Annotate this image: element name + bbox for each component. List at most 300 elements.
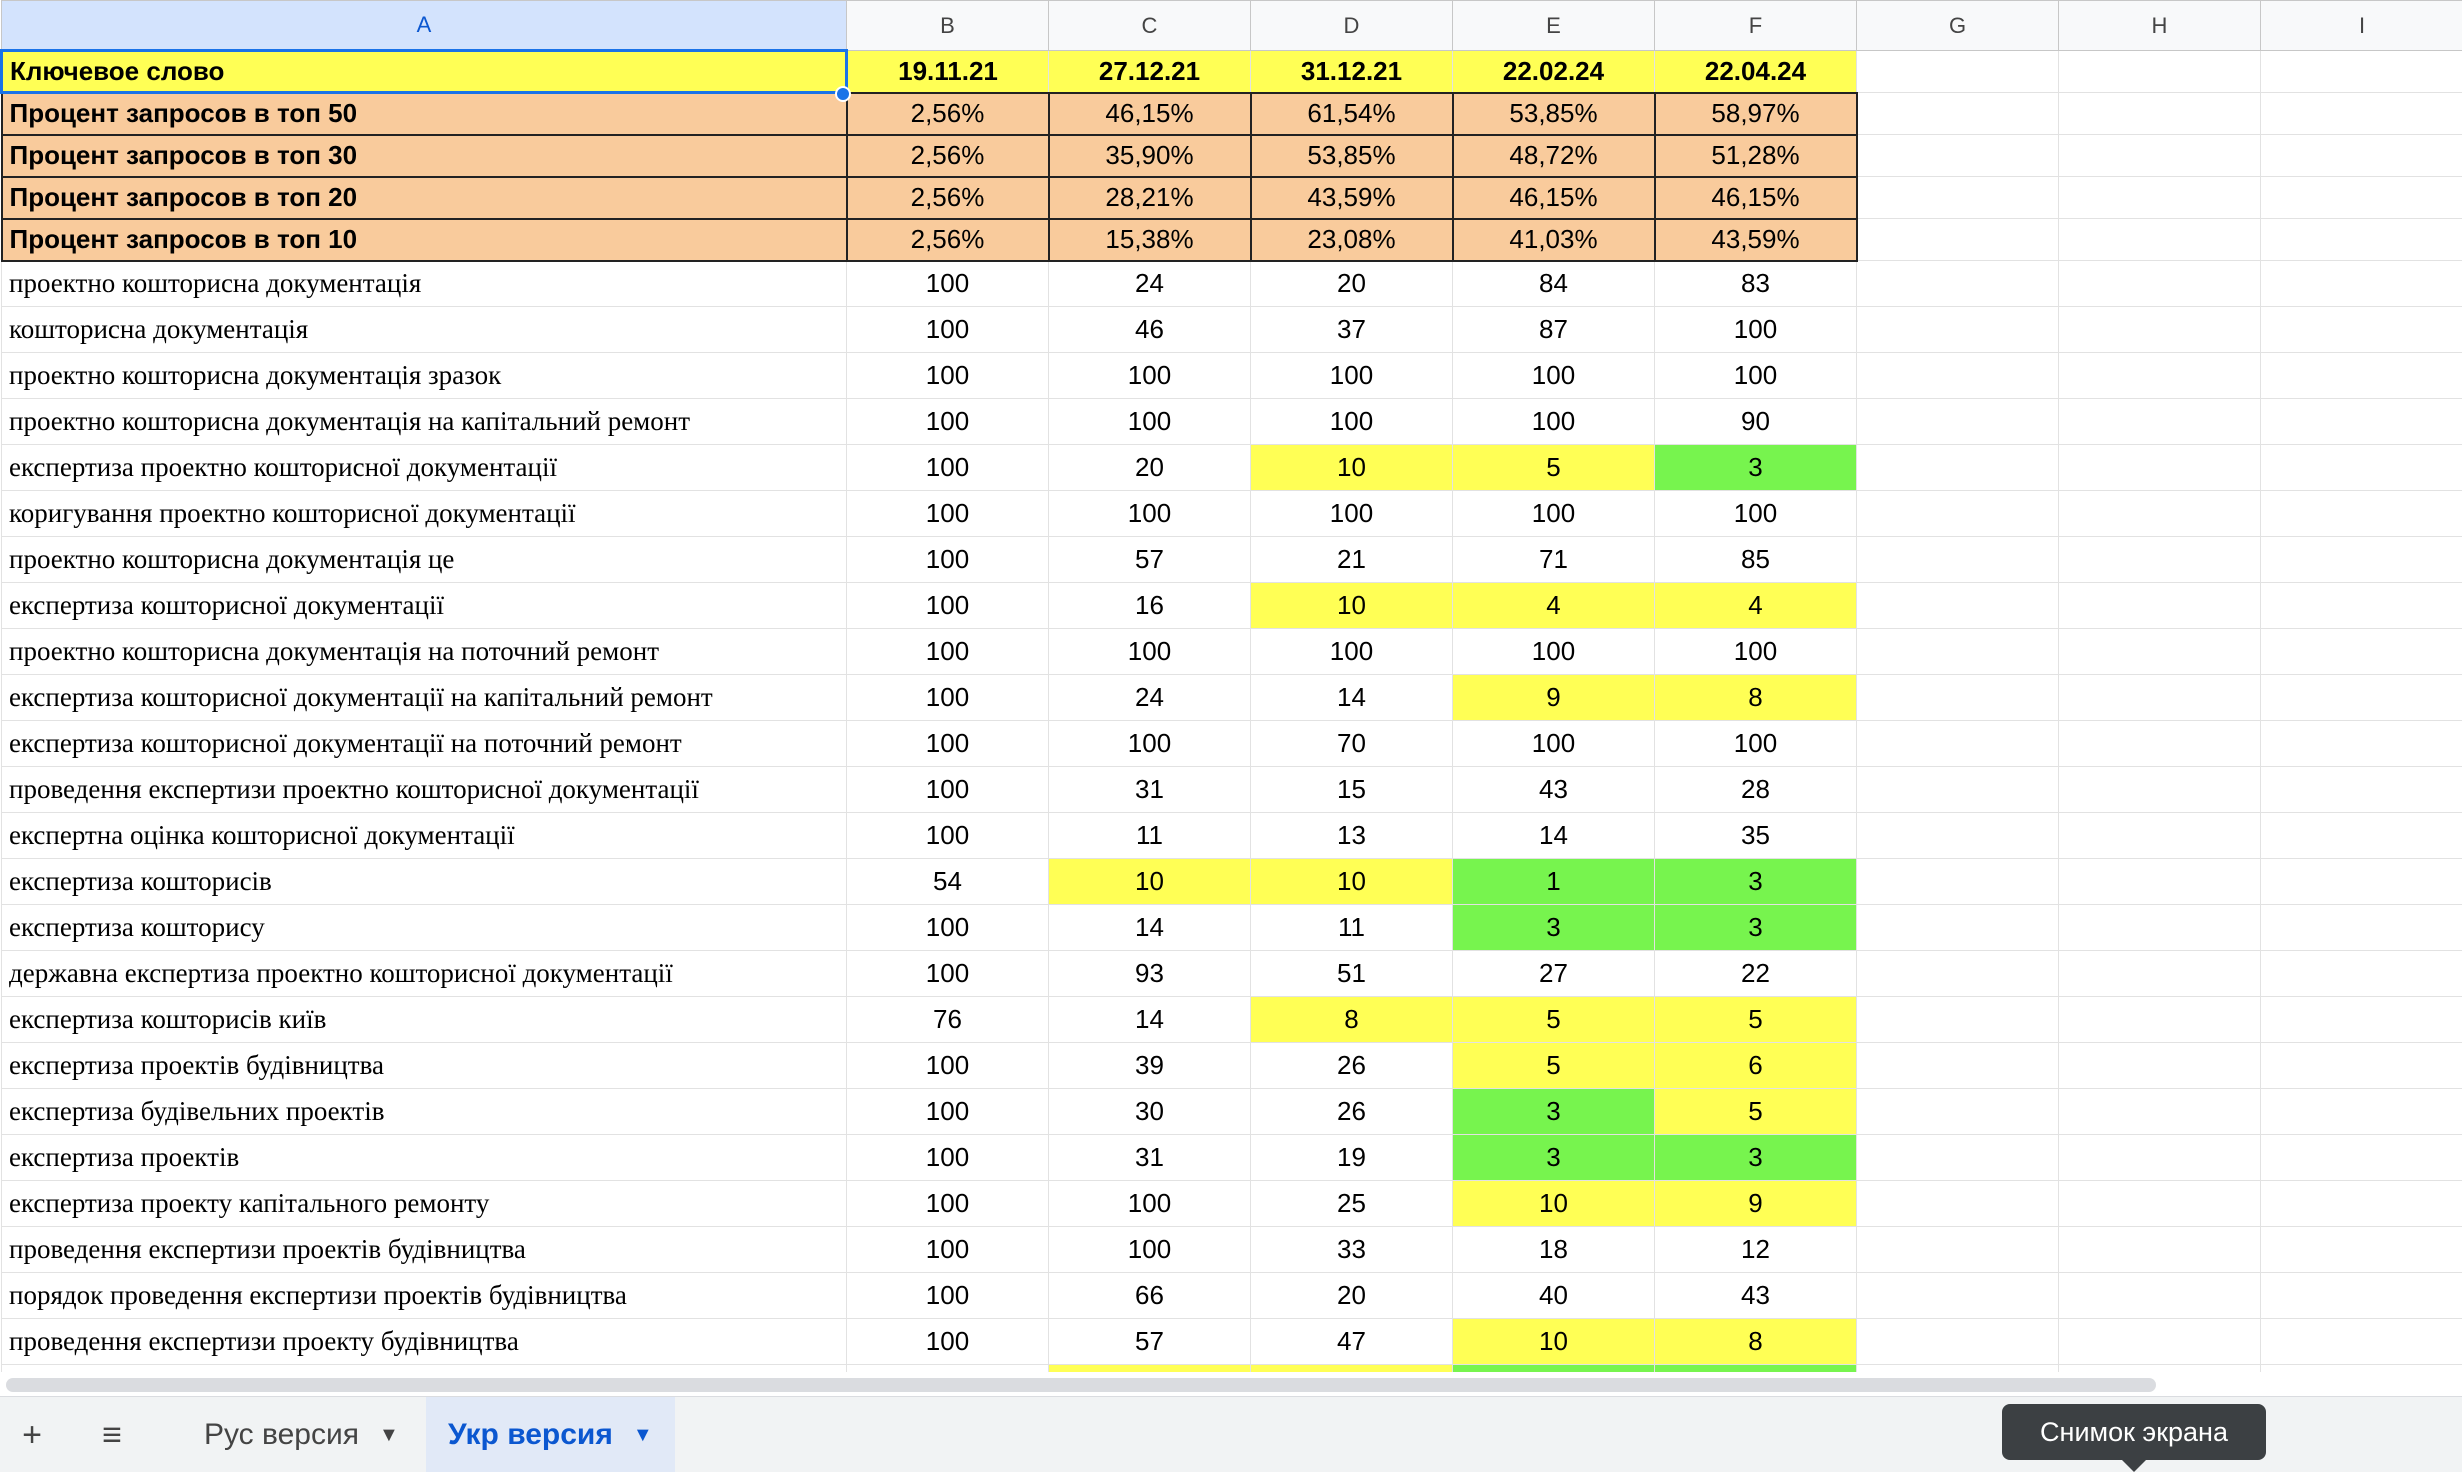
cell-position[interactable]: 1 [1453,859,1655,905]
cell-empty[interactable] [2261,1273,2462,1319]
cell-empty[interactable] [2261,767,2462,813]
cell-empty[interactable] [2059,1181,2261,1227]
cell-position[interactable]: 3 [1655,445,1857,491]
cell-position[interactable]: 8 [1655,675,1857,721]
cell-position[interactable]: 100 [847,629,1049,675]
cell-position[interactable]: 35 [1655,813,1857,859]
cell-position[interactable]: 100 [1251,491,1453,537]
cell-empty[interactable] [2059,1227,2261,1273]
cell-position[interactable]: 100 [847,905,1049,951]
cell-keyword[interactable]: проектно кошторисна документація це [2,537,847,583]
column-header-d[interactable]: D [1251,1,1453,51]
column-header-a[interactable]: A [2,1,847,51]
keyword-row [2,307,2462,353]
cell-position[interactable]: 100 [1049,353,1251,399]
cell-position[interactable]: 100 [1251,629,1453,675]
cell-empty[interactable] [2261,859,2462,905]
cell-position[interactable]: 5 [1453,997,1655,1043]
column-header-i[interactable]: I [2261,1,2462,51]
sheet-tab-rus[interactable] [182,1397,421,1472]
cell-position[interactable]: 84 [1453,261,1655,307]
cell-position[interactable]: 28 [1655,767,1857,813]
cell-position[interactable]: 13 [1251,813,1453,859]
cell-empty[interactable] [2261,51,2462,93]
cell-percent-value[interactable]: 53,85% [1453,93,1655,135]
cell-position[interactable]: 10 [1453,1181,1655,1227]
cell-position[interactable]: 14 [1049,997,1251,1043]
cell-keyword[interactable]: проектно кошторисна документація [2,261,847,307]
cell-keyword[interactable]: експертиза кошторисів київ [2,997,847,1043]
cell-percent-label[interactable]: Процент запросов в топ 50 [2,93,847,135]
cell-position[interactable]: 3 [1655,859,1857,905]
cell-position[interactable]: 100 [1049,721,1251,767]
cell-empty[interactable] [1857,905,2059,951]
cell-position[interactable]: 26 [1251,1043,1453,1089]
cell-keyword[interactable]: експертиза проектно кошторисної документації [2,445,847,491]
cell-empty[interactable] [2261,1043,2462,1089]
column-header-e[interactable]: E [1453,1,1655,51]
cell-empty[interactable] [2261,135,2462,177]
keyword-row [2,951,2462,997]
cell-position[interactable]: 10 [1251,445,1453,491]
cell-percent-value[interactable]: 46,15% [1049,93,1251,135]
cell-position[interactable]: 100 [847,721,1049,767]
cell-position[interactable]: 5 [1453,1043,1655,1089]
cell-empty[interactable] [2261,721,2462,767]
cell-empty[interactable] [1857,135,2059,177]
cell-empty[interactable] [2059,675,2261,721]
cell-empty[interactable] [2059,997,2261,1043]
cell-position[interactable]: 8 [1655,1319,1857,1365]
cell-empty[interactable] [1857,93,2059,135]
cell-percent-value[interactable]: 2,56% [847,93,1049,135]
cell-empty[interactable] [2059,399,2261,445]
cell-empty[interactable] [1857,767,2059,813]
cell-position[interactable]: 100 [847,537,1049,583]
column-header-b[interactable]: B [847,1,1049,51]
cell-position[interactable]: 31 [1049,1135,1251,1181]
cell-empty[interactable] [1857,1227,2059,1273]
keyword-row [2,1273,2462,1319]
cell-position[interactable]: 8 [1251,997,1453,1043]
cell-position[interactable]: 71 [1453,537,1655,583]
cell-position[interactable]: 100 [1251,399,1453,445]
keyword-row [2,721,2462,767]
cell-position[interactable]: 100 [1655,629,1857,675]
cell-position[interactable]: 93 [1049,951,1251,997]
cell-position[interactable]: 9 [1453,675,1655,721]
cell-position[interactable]: 100 [1655,491,1857,537]
cell-position[interactable]: 15 [1251,767,1453,813]
cell-keyword[interactable]: проектно кошторисна документація на капітальний ремонт [2,399,847,445]
cell-empty[interactable] [2059,93,2261,135]
cell-position[interactable]: 100 [847,813,1049,859]
cell-keyword[interactable]: експертиза проектів [2,1135,847,1181]
cell-position[interactable]: 3 [1453,1135,1655,1181]
keyword-row [2,1181,2462,1227]
cell-position[interactable]: 20 [1251,1273,1453,1319]
cell-position[interactable]: 100 [847,583,1049,629]
scrollbar-thumb[interactable] [6,1378,2156,1392]
cell-keyword[interactable]: експертиза кошторисної документації на поточний ремонт [2,721,847,767]
cell-position[interactable]: 24 [1049,675,1251,721]
cell-position[interactable]: 83 [1655,261,1857,307]
cell-position[interactable]: 100 [1453,629,1655,675]
cell-position[interactable]: 100 [1049,399,1251,445]
cell-empty[interactable] [1857,1089,2059,1135]
cell-empty[interactable] [1857,491,2059,537]
cell-position[interactable]: 100 [847,1089,1049,1135]
cell-empty[interactable] [2261,997,2462,1043]
cell-empty[interactable] [2059,629,2261,675]
keyword-row [2,675,2462,721]
cell-empty[interactable] [1857,1319,2059,1365]
keyword-row [2,997,2462,1043]
cell-keyword[interactable]: експертиза кошторисної документації на капітальний ремонт [2,675,847,721]
cell-empty[interactable] [2059,1135,2261,1181]
cell-empty[interactable] [2261,583,2462,629]
cell-empty[interactable] [2261,951,2462,997]
chevron-down-icon[interactable]: ▼ [632,1424,653,1446]
cell-empty[interactable] [1857,537,2059,583]
cell-percent-label[interactable]: Процент запросов в топ 20 [2,177,847,219]
cell-position[interactable]: 47 [1251,1319,1453,1365]
cell-empty[interactable] [2059,951,2261,997]
cell-position[interactable]: 21 [1251,537,1453,583]
cell-percent-value[interactable]: 28,21% [1049,177,1251,219]
cell-empty[interactable] [1857,859,2059,905]
cell-position[interactable]: 100 [847,675,1049,721]
cell-position[interactable]: 100 [1251,353,1453,399]
cell-empty[interactable] [2059,905,2261,951]
cell-position[interactable]: 3 [1453,1089,1655,1135]
cell-percent-value[interactable]: 51,28% [1655,135,1857,177]
cell-position[interactable]: 100 [1049,491,1251,537]
cell-percent-label[interactable]: Процент запросов в топ 10 [2,219,847,261]
cell-position[interactable]: 90 [1655,399,1857,445]
cell-empty[interactable] [1857,353,2059,399]
cell-position[interactable]: 57 [1049,1319,1251,1365]
cell-position[interactable]: 66 [1049,1273,1251,1319]
cell-position[interactable]: 85 [1655,537,1857,583]
cell-position[interactable]: 100 [1453,721,1655,767]
cell-position[interactable]: 100 [1655,721,1857,767]
cell-empty[interactable] [1857,219,2059,261]
cell-empty[interactable] [1857,583,2059,629]
cell-empty[interactable] [2261,1181,2462,1227]
chevron-down-icon[interactable]: ▼ [378,1424,399,1446]
cell-keyword[interactable]: експертна оцінка кошторисної документації [2,813,847,859]
cell-empty[interactable] [2261,491,2462,537]
cell-empty[interactable] [1857,51,2059,93]
cell-empty[interactable] [2059,813,2261,859]
cell-position[interactable]: 100 [1655,307,1857,353]
cell-keyword[interactable]: порядок проведення експертизи проектів будівництва [2,1273,847,1319]
cell-percent-value[interactable]: 46,15% [1453,177,1655,219]
cell-position[interactable]: 14 [1453,813,1655,859]
cell-empty[interactable] [2059,1273,2261,1319]
cell-empty[interactable] [2059,1043,2261,1089]
cell-empty[interactable] [2059,135,2261,177]
cell-keyword[interactable]: експертиза кошторисної документації [2,583,847,629]
cell-percent-value[interactable]: 2,56% [847,219,1049,261]
cell-empty[interactable] [2059,1089,2261,1135]
cell-empty[interactable] [1857,307,2059,353]
cell-position[interactable]: 5 [1655,997,1857,1043]
cell-position[interactable]: 100 [847,1319,1049,1365]
cell-empty[interactable] [2059,1319,2261,1365]
cell-percent-value[interactable]: 2,56% [847,135,1049,177]
cell-keyword[interactable]: кошторисна документація [2,307,847,353]
cell-keyword[interactable]: державна експертиза проектно кошторисної документації [2,951,847,997]
sheet-tab-label: Рус версия [204,1418,359,1451]
cell-empty[interactable] [1857,177,2059,219]
cell-position[interactable]: 100 [1453,353,1655,399]
cell-date-header[interactable]: 22.04.24 [1655,51,1857,93]
cell-position[interactable]: 100 [1655,353,1857,399]
cell-position[interactable]: 100 [1453,399,1655,445]
cell-position[interactable]: 3 [1453,905,1655,951]
cell-empty[interactable] [1857,951,2059,997]
keyword-row [2,1227,2462,1273]
cell-position[interactable]: 100 [847,1043,1049,1089]
cell-position[interactable]: 20 [1049,445,1251,491]
cell-position[interactable]: 20 [1251,261,1453,307]
cell-position[interactable]: 100 [847,307,1049,353]
cell-empty[interactable] [2059,583,2261,629]
cell-position[interactable]: 100 [847,767,1049,813]
cell-empty[interactable] [1857,399,2059,445]
cell-position[interactable]: 18 [1453,1227,1655,1273]
keyword-row [2,767,2462,813]
cell-empty[interactable] [1857,1273,2059,1319]
cell-empty[interactable] [2059,177,2261,219]
horizontal-scrollbar[interactable] [0,1372,2462,1396]
cell-position[interactable]: 100 [847,491,1049,537]
cell-empty[interactable] [2059,353,2261,399]
cell-position[interactable]: 100 [847,445,1049,491]
cell-percent-value[interactable]: 43,59% [1251,177,1453,219]
cell-percent-value[interactable]: 61,54% [1251,93,1453,135]
keyword-row [2,813,2462,859]
cell-position[interactable]: 30 [1049,1089,1251,1135]
cell-position[interactable]: 10 [1453,1319,1655,1365]
cell-position[interactable]: 27 [1453,951,1655,997]
keyword-row [2,399,2462,445]
cell-empty[interactable] [1857,675,2059,721]
column-header-c[interactable]: C [1049,1,1251,51]
cell-keyword-header[interactable]: Ключевое слово [2,51,847,93]
header-row [2,51,2462,93]
cell-empty[interactable] [2059,767,2261,813]
cell-empty[interactable] [2059,307,2261,353]
column-header-f[interactable]: F [1655,1,1857,51]
cell-date-header[interactable]: 27.12.21 [1049,51,1251,93]
cell-position[interactable]: 100 [847,1273,1049,1319]
cell-percent-value[interactable]: 35,90% [1049,135,1251,177]
cell-position[interactable]: 70 [1251,721,1453,767]
keyword-row [2,1319,2462,1365]
cell-empty[interactable] [2059,445,2261,491]
cell-position[interactable]: 10 [1251,859,1453,905]
cell-keyword[interactable]: проведення експертизи проектів будівництва [2,1227,847,1273]
cell-keyword[interactable]: коригування проектно кошторисної документації [2,491,847,537]
cell-position[interactable]: 100 [847,399,1049,445]
cell-keyword[interactable]: експертиза кошторису [2,905,847,951]
cell-empty[interactable] [2261,537,2462,583]
cell-position[interactable]: 54 [847,859,1049,905]
cell-date-header[interactable]: 22.02.24 [1453,51,1655,93]
cell-empty[interactable] [2261,445,2462,491]
cell-percent-value[interactable]: 58,97% [1655,93,1857,135]
cell-empty[interactable] [2261,1319,2462,1365]
cell-position[interactable]: 43 [1453,767,1655,813]
cell-percent-value[interactable]: 53,85% [1251,135,1453,177]
cell-percent-value[interactable]: 23,08% [1251,219,1453,261]
cell-empty[interactable] [2059,859,2261,905]
cell-empty[interactable] [2261,399,2462,445]
cell-keyword[interactable]: експертиза кошторисів [2,859,847,905]
cell-position[interactable]: 100 [847,1227,1049,1273]
cell-position[interactable]: 51 [1251,951,1453,997]
column-header-h[interactable]: H [2059,1,2261,51]
cell-position[interactable]: 14 [1049,905,1251,951]
cell-position[interactable]: 39 [1049,1043,1251,1089]
cell-empty[interactable] [2261,1135,2462,1181]
cell-position[interactable]: 100 [1049,1181,1251,1227]
cell-position[interactable]: 31 [1049,767,1251,813]
cell-percent-value[interactable]: 48,72% [1453,135,1655,177]
cell-percent-value[interactable]: 46,15% [1655,177,1857,219]
cell-percent-value[interactable]: 41,03% [1453,219,1655,261]
cell-position[interactable]: 100 [847,353,1049,399]
cell-position[interactable]: 24 [1049,261,1251,307]
cell-position[interactable]: 19 [1251,1135,1453,1181]
cell-empty[interactable] [2261,353,2462,399]
cell-position[interactable]: 100 [847,1135,1049,1181]
cell-empty[interactable] [1857,721,2059,767]
cell-date-header[interactable]: 31.12.21 [1251,51,1453,93]
cell-position[interactable]: 57 [1049,537,1251,583]
cell-position[interactable]: 46 [1049,307,1251,353]
cell-position[interactable]: 6 [1655,1043,1857,1089]
cell-empty[interactable] [2261,675,2462,721]
cell-position[interactable]: 100 [847,951,1049,997]
cell-percent-value[interactable]: 2,56% [847,177,1049,219]
cell-position[interactable]: 43 [1655,1273,1857,1319]
cell-position[interactable]: 22 [1655,951,1857,997]
cell-empty[interactable] [2059,219,2261,261]
cell-empty[interactable] [1857,1135,2059,1181]
cell-position[interactable]: 76 [847,997,1049,1043]
cell-position[interactable]: 10 [1251,583,1453,629]
cell-position[interactable]: 14 [1251,675,1453,721]
cell-empty[interactable] [2261,1089,2462,1135]
all-sheets-menu-icon[interactable]: ≡ [102,1416,122,1454]
percent-row [2,177,2462,219]
cell-keyword[interactable]: проведення експертизи проектно кошторисної документації [2,767,847,813]
add-sheet-icon[interactable]: + [22,1416,42,1454]
cell-percent-value[interactable]: 43,59% [1655,219,1857,261]
cell-empty[interactable] [2261,905,2462,951]
cell-position[interactable]: 11 [1049,813,1251,859]
cell-position[interactable]: 3 [1655,905,1857,951]
cell-keyword[interactable]: експертиза будівельних проектів [2,1089,847,1135]
cell-position[interactable]: 12 [1655,1227,1857,1273]
cell-position[interactable]: 16 [1049,583,1251,629]
cell-position[interactable]: 3 [1655,1135,1857,1181]
cell-position[interactable]: 87 [1453,307,1655,353]
cell-empty[interactable] [2261,629,2462,675]
cell-percent-label[interactable]: Процент запросов в топ 30 [2,135,847,177]
cell-percent-value[interactable]: 15,38% [1049,219,1251,261]
cell-position[interactable]: 33 [1251,1227,1453,1273]
cell-keyword[interactable]: проведення експертизи проекту будівництва [2,1319,847,1365]
cell-position[interactable]: 9 [1655,1181,1857,1227]
sheet-tab-ukr[interactable] [426,1397,675,1472]
cell-date-header[interactable]: 19.11.21 [847,51,1049,93]
cell-empty[interactable] [1857,997,2059,1043]
cell-empty[interactable] [1857,813,2059,859]
cell-keyword[interactable]: проектно кошторисна документація на поточний ремонт [2,629,847,675]
cell-position[interactable]: 40 [1453,1273,1655,1319]
cell-empty[interactable] [2261,261,2462,307]
cell-empty[interactable] [2059,537,2261,583]
cell-empty[interactable] [2261,93,2462,135]
column-header-g[interactable]: G [1857,1,2059,51]
cell-position[interactable]: 4 [1453,583,1655,629]
selection-fill-handle[interactable] [835,86,851,102]
cell-keyword[interactable]: експертиза проектів будівництва [2,1043,847,1089]
keyword-row [2,445,2462,491]
cell-position[interactable]: 5 [1453,445,1655,491]
keyword-row [2,261,2462,307]
cell-position[interactable]: 100 [1049,1227,1251,1273]
cell-position[interactable]: 100 [847,1181,1049,1227]
cell-empty[interactable] [2261,1227,2462,1273]
cell-empty[interactable] [2261,219,2462,261]
cell-empty[interactable] [2059,261,2261,307]
cell-keyword[interactable]: проектно кошторисна документація зразок [2,353,847,399]
cell-empty[interactable] [2261,813,2462,859]
cell-empty[interactable] [1857,629,2059,675]
cell-position[interactable]: 100 [1049,629,1251,675]
cell-empty[interactable] [1857,445,2059,491]
cell-empty[interactable] [1857,261,2059,307]
cell-position[interactable]: 100 [847,261,1049,307]
cell-position[interactable]: 10 [1049,859,1251,905]
percent-row [2,219,2462,261]
cell-empty[interactable] [2059,721,2261,767]
keyword-row [2,859,2462,905]
cell-position[interactable]: 5 [1655,1089,1857,1135]
cell-empty[interactable] [2059,51,2261,93]
cell-position[interactable]: 37 [1251,307,1453,353]
keyword-row [2,1043,2462,1089]
percent-row [2,93,2462,135]
cell-keyword[interactable]: експертиза проекту капітального ремонту [2,1181,847,1227]
cell-empty[interactable] [2059,491,2261,537]
cell-position[interactable]: 25 [1251,1181,1453,1227]
cell-position[interactable]: 11 [1251,905,1453,951]
cell-empty[interactable] [2261,307,2462,353]
cell-position[interactable]: 4 [1655,583,1857,629]
cell-empty[interactable] [1857,1181,2059,1227]
cell-empty[interactable] [2261,177,2462,219]
cell-position[interactable]: 100 [1453,491,1655,537]
cell-empty[interactable] [1857,1043,2059,1089]
cell-position[interactable]: 26 [1251,1089,1453,1135]
